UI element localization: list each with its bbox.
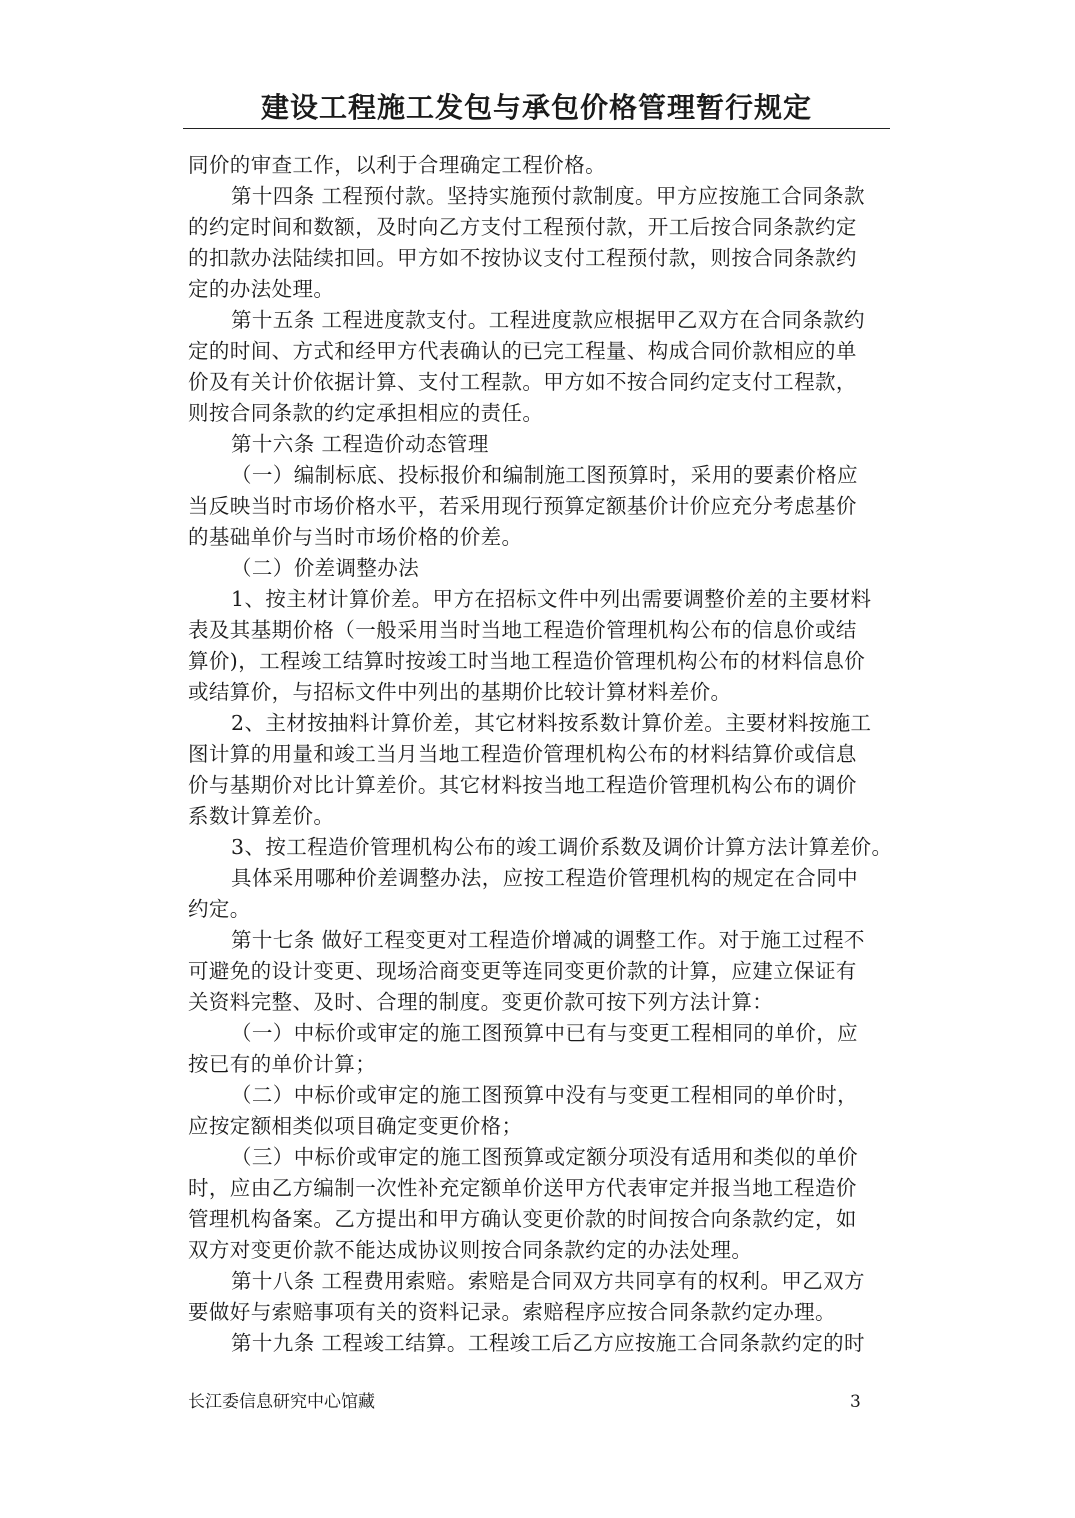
body-line: 当反映当时市场价格水平，若采用现行预算定额基价计价应充分考虑基价: [188, 494, 857, 518]
body-line: 3、按工程造价管理机构公布的竣工调价系数及调价计算方法计算差价。: [231, 835, 893, 859]
body-line: 同价的审查工作，以利于合理确定工程价格。: [188, 153, 606, 177]
body-line: 价与基期价对比计算差价。其它材料按当地工程造价管理机构公布的调价: [188, 773, 857, 797]
body-line: 定的办法处理。: [188, 277, 335, 301]
footer-source: 长江委信息研究中心馆藏: [188, 1392, 375, 1412]
body-line: 或结算价，与招标文件中列出的基期价比较计算材料差价。: [188, 680, 732, 704]
page-number: 3: [850, 1392, 861, 1412]
body-line: （二）中标价或审定的施工图预算中没有与变更工程相同的单价时，: [231, 1083, 858, 1107]
body-line: 的约定时间和数额，及时向乙方支付工程预付款，开工后按合同条款约定: [188, 215, 857, 239]
body-line: 表及其基期价格（一般采用当时当地工程造价管理机构公布的信息价或结: [188, 618, 857, 642]
body-line: 第十八条 工程费用索赔。索赔是合同双方共同享有的权利。甲乙双方: [231, 1269, 865, 1293]
body-line: 第十九条 工程竣工结算。工程竣工后乙方应按施工合同条款约定的时: [231, 1331, 865, 1355]
body-line: 约定。: [188, 897, 251, 921]
body-line: 管理机构备案。乙方提出和甲方确认变更价款的时间按合向条款约定，如: [188, 1207, 857, 1231]
body-line: 双方对变更价款不能达成协议则按合同条款约定的办法处理。: [188, 1238, 753, 1262]
body-line: 按已有的单价计算；: [188, 1052, 377, 1076]
body-line: 的扣款办法陆续扣回。甲方如不按协议支付工程预付款，则按合同条款约: [188, 246, 857, 270]
body-line: 算价)，工程竣工结算时按竣工时当地工程造价管理机构公布的材料信息价: [188, 649, 866, 673]
body-line: 第十五条 工程进度款支付。工程进度款应根据甲乙双方在合同条款约: [231, 308, 865, 332]
body-line: 则按合同条款的约定承担相应的责任。: [188, 401, 544, 425]
body-line: （一）中标价或审定的施工图预算中已有与变更工程相同的单价，应: [231, 1021, 858, 1045]
page-header-title: 建设工程施工发包与承包价格管理暂行规定: [260, 91, 812, 124]
body-line: （二）价差调整办法: [231, 556, 420, 580]
body-line: （一）编制标底、投标报价和编制施工图预算时，采用的要素价格应: [231, 463, 858, 487]
body-line: 系数计算差价。: [188, 804, 335, 828]
header-divider: [183, 128, 890, 129]
body-line: 具体采用哪种价差调整办法，应按工程造价管理机构的规定在合同中: [231, 866, 858, 890]
body-line: 时，应由乙方编制一次性补充定额单价送甲方代表审定并报当地工程造价: [188, 1176, 857, 1200]
body-line: 关资料完整、及时、合理的制度。变更价款可按下列方法计算：: [188, 990, 774, 1014]
body-line: 应按定额相类似项目确定变更价格；: [188, 1114, 523, 1138]
body-line: 的基础单价与当时市场价格的价差。: [188, 525, 523, 549]
body-line: 第十六条 工程造价动态管理: [231, 432, 489, 456]
body-line: （三）中标价或审定的施工图预算或定额分项没有适用和类似的单价: [231, 1145, 858, 1169]
body-line: 2、主材按抽料计算价差，其它材料按系数计算价差。主要材料按施工: [231, 711, 872, 735]
body-line: 第十七条 做好工程变更对工程造价增减的调整工作。对于施工过程不: [231, 928, 865, 952]
body-line: 可避免的设计变更、现场洽商变更等连同变更价款的计算，应建立保证有: [188, 959, 857, 983]
body-line: 定的时间、方式和经甲方代表确认的已完工程量、构成合同价款相应的单: [188, 339, 857, 363]
body-line: 价及有关计价依据计算、支付工程款。甲方如不按合同约定支付工程款，: [188, 370, 857, 394]
body-line: 1、按主材计算价差。甲方在招标文件中列出需要调整价差的主要材料: [231, 587, 872, 611]
body-line: 图计算的用量和竣工当月当地工程造价管理机构公布的材料结算价或信息: [188, 742, 857, 766]
body-line: 第十四条 工程预付款。坚持实施预付款制度。甲方应按施工合同条款: [231, 184, 865, 208]
document-body: [188, 150, 908, 1359]
body-line: 要做好与索赔事项有关的资料记录。索赔程序应按合同条款约定办理。: [188, 1300, 836, 1324]
